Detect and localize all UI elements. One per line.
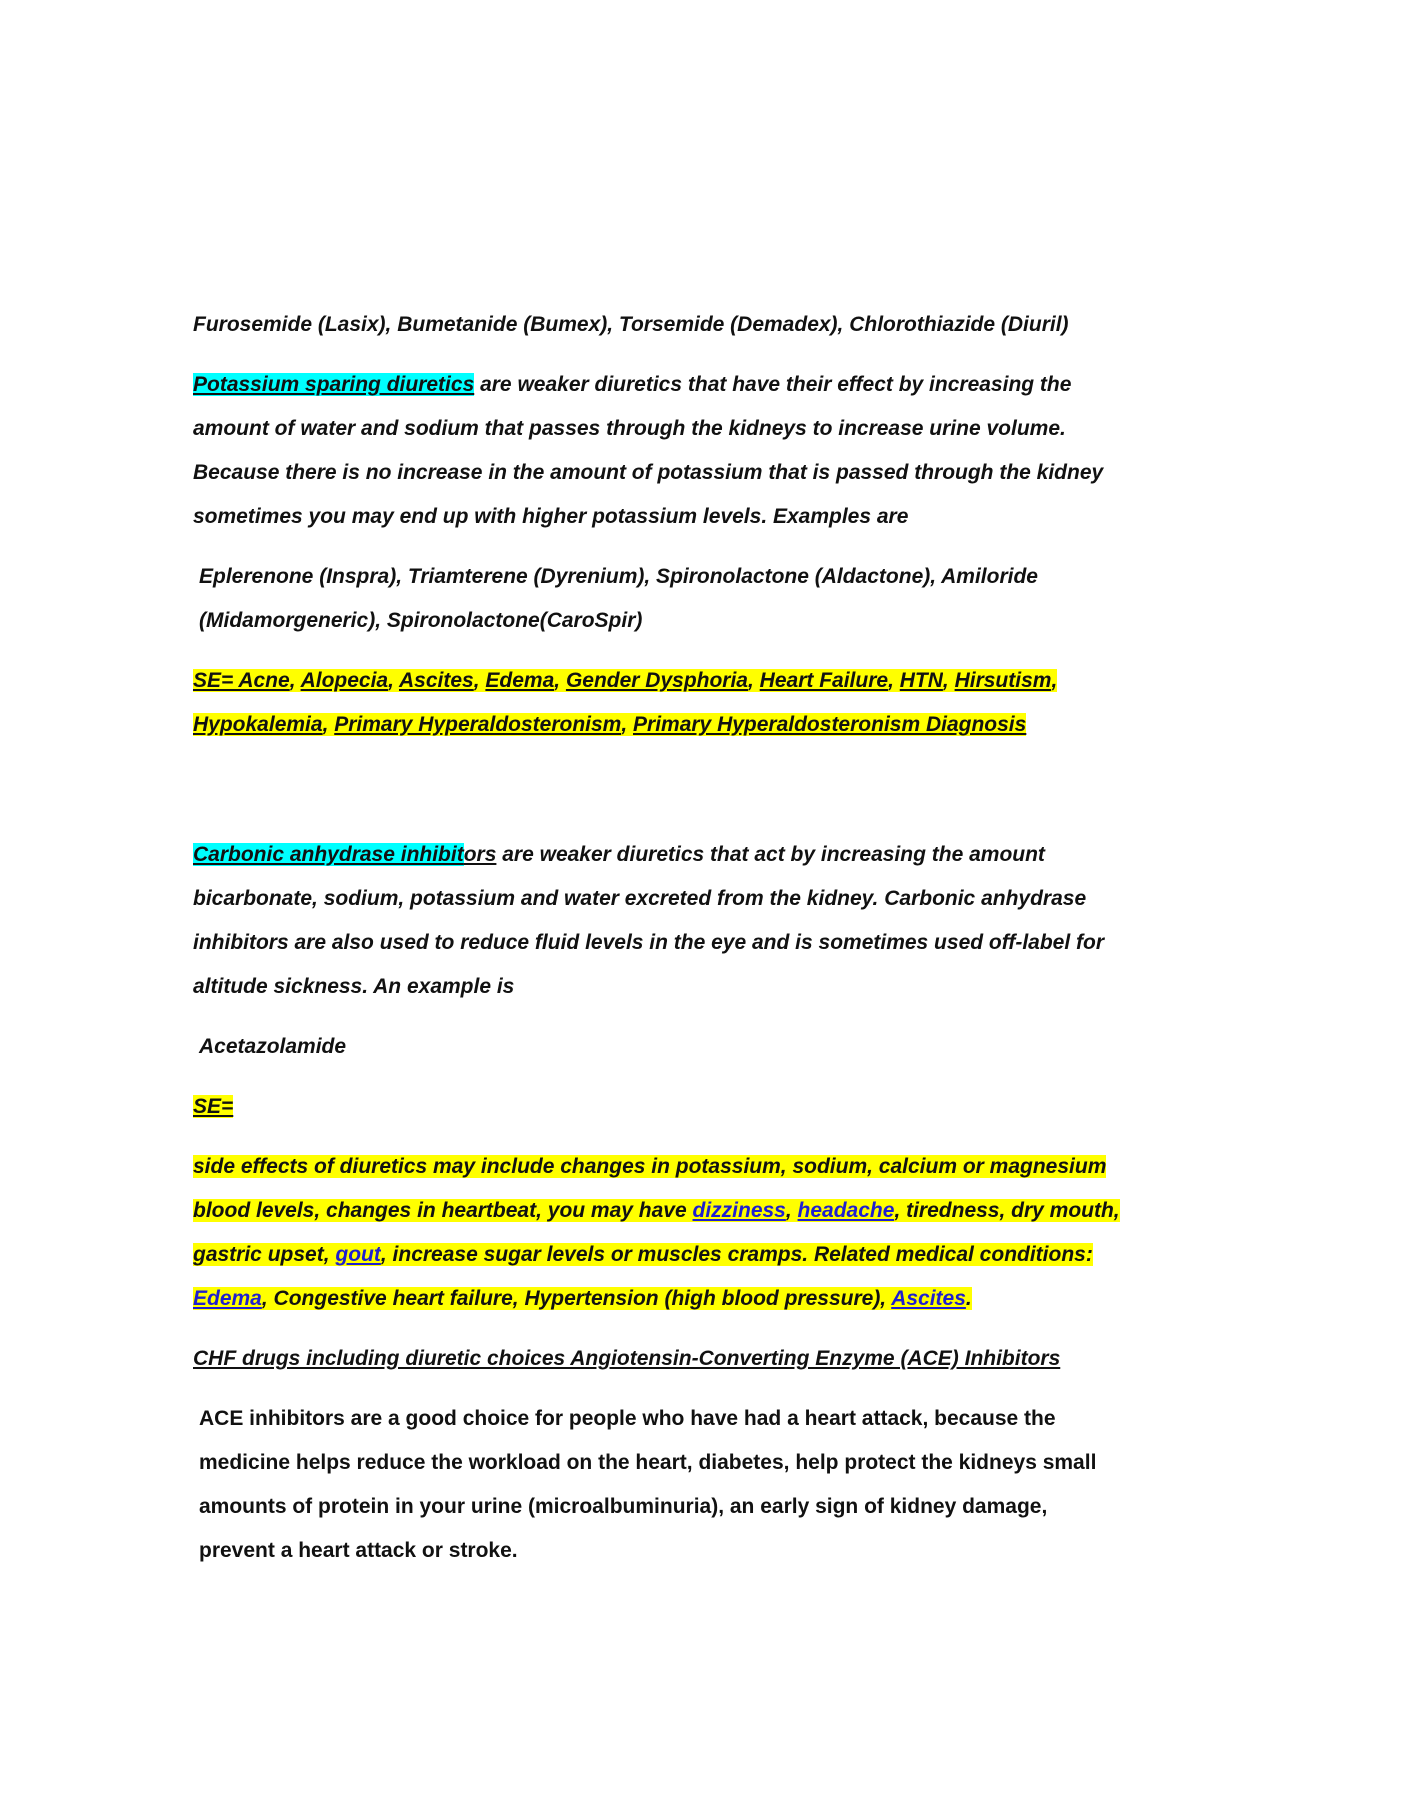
loop-diuretic-list: Furosemide (Lasix), Bumetanide (Bumex), Torsemide (Demadex), Chlorothiazide (Diuril): [193, 313, 1069, 336]
link-dizziness[interactable]: dizziness: [692, 1199, 786, 1222]
ace-inhibitors-paragraph: ACE inhibitors are a good choice for people who have had a heart attack, because the medicine helps reduce the workload on the heart, diabetes, help protect the kidneys small amounts of protein in your urine (microalbuminuria), an early sign of kidney damage, prevent a heart attack or stroke.: [199, 1407, 1097, 1562]
carbonic-anhydrase-text: are weaker diuretics that act by increasing the amount bicarbonate, sodium, potassium and water excreted from the kidney. Carbonic anhydrase inhibitors are also used to reduce fluid levels in the eye and is sometimes used off-label for altitude sickness. An example is: [193, 843, 1105, 998]
carbonic-anhydrase-paragraph: [193, 833, 1123, 1009]
link-gout[interactable]: gout: [335, 1243, 381, 1266]
se-item-alopecia[interactable]: Alopecia: [300, 669, 389, 692]
carbonic-se-line: [193, 1085, 1123, 1129]
se-item-ascites[interactable]: Ascites: [399, 669, 474, 692]
potassium-sparing-text: are weaker diuretics that have their effect by increasing the amount of water and sodium that passes through the kidneys to increase urine volume. Because there is no increase in the amount of potassium that is passed through the kidney sometimes you may end up with higher potassium levels. Examples are: [193, 373, 1104, 528]
se-item-htn[interactable]: HTN: [899, 669, 943, 692]
potassium-sparing-term[interactable]: Potassium sparing diuretics: [193, 373, 475, 396]
link-headache[interactable]: headache: [797, 1199, 895, 1222]
se-item-primary-hyperaldosteronism-diagnosis[interactable]: Primary Hyperaldosteronism Diagnosis: [633, 713, 1027, 736]
carbonic-se-label: SE=: [193, 1095, 234, 1118]
chf-heading: CHF drugs including diuretic choices Angiotensin-Converting Enzyme (ACE) Inhibitors: [193, 1347, 1061, 1370]
se-item-hirsutism[interactable]: Hirsutism: [954, 669, 1052, 692]
se-item-gender-dysphoria[interactable]: Gender Dysphoria: [565, 669, 748, 692]
se-item-heart-failure[interactable]: Heart Failure: [759, 669, 889, 692]
diuretic-side-effects-paragraph: side effects of diuretics may include changes in potassium, sodium, calcium or magnesium blood levels, changes in heartbeat, you may have dizziness, headache, tiredness, dry mouth, gastric upset, gout, increase sugar levels or muscles cramps. Related medical conditions: Edema, Congestive heart failure, Hypertension (high blood pressure), Ascites.: [193, 1155, 1120, 1310]
carbonic-anhydrase-term[interactable]: Carbonic anhydrase inhibit: [193, 843, 464, 866]
potassium-sparing-examples: Eplerenone (Inspra), Triamterene (Dyrenium), Spironolactone (Aldactone), Amiloride (Midamorgeneric), Spironolactone(CaroSpir): [199, 565, 1038, 632]
se-item-edema[interactable]: Edema: [485, 669, 555, 692]
carbonic-anhydrase-example: Acetazolamide: [199, 1035, 347, 1058]
se-item-acne[interactable]: SE= Acne: [193, 669, 290, 692]
se-item-hypokalemia[interactable]: Hypokalemia: [193, 713, 323, 736]
potassium-side-effects: SE= Acne, Alopecia, Ascites, Edema, Gender Dysphoria, Heart Failure, HTN, Hirsutism, Hypokalemia, Primary Hyperaldosteronism, Primary Hyperaldosteronism Diagnosis: [193, 669, 1058, 736]
potassium-sparing-paragraph: [193, 363, 1123, 539]
document-page: [193, 303, 1123, 1573]
se-item-primary-hyperaldosteronism[interactable]: Primary Hyperaldosteronism: [334, 713, 622, 736]
link-ascites[interactable]: Ascites: [891, 1287, 966, 1310]
carbonic-anhydrase-term-rest: ors: [463, 843, 497, 866]
link-edema[interactable]: Edema: [193, 1287, 262, 1310]
